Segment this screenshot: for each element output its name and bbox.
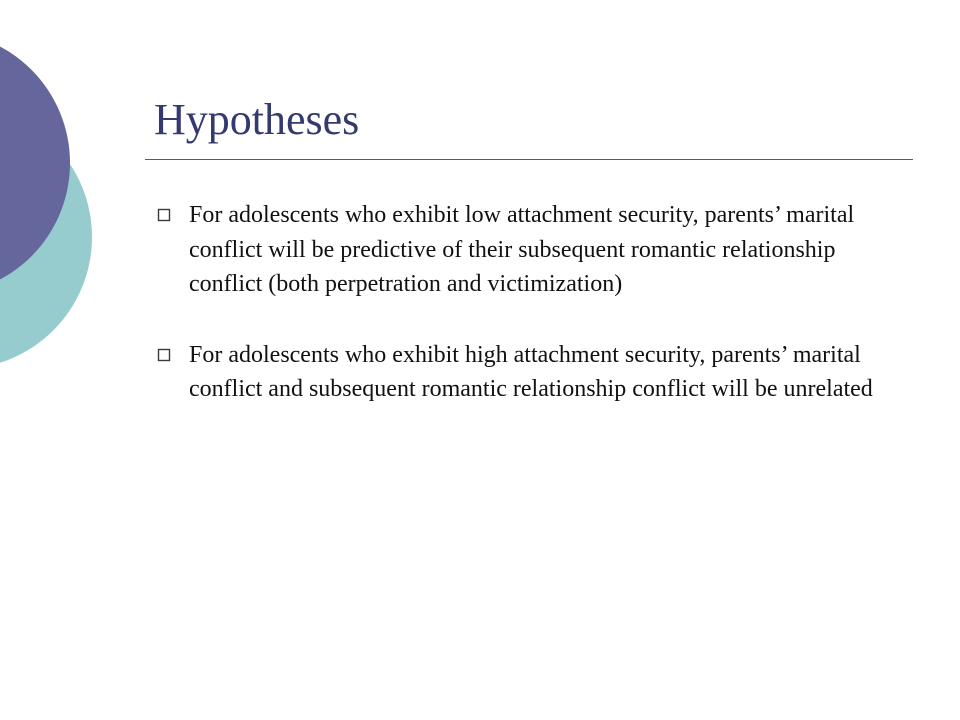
bullet-text: For adolescents who exhibit high attachment security, parents’ marital conflict and subsequent romantic relationship conflict will be unrelated <box>189 341 873 402</box>
open-square-bullet-icon <box>157 348 171 362</box>
bullet-list <box>157 198 897 443</box>
bullet-item <box>157 198 897 302</box>
open-square-bullet-icon <box>157 208 171 222</box>
bullet-item <box>157 338 897 407</box>
bullet-text: For adolescents who exhibit low attachment security, parents’ marital conflict will be predictive of their subsequent romantic relationship conflict (both perpetration and victimization) <box>189 202 855 297</box>
decorative-circles <box>0 0 120 400</box>
title-divider <box>145 159 913 160</box>
slide-title: Hypotheses <box>154 95 360 144</box>
